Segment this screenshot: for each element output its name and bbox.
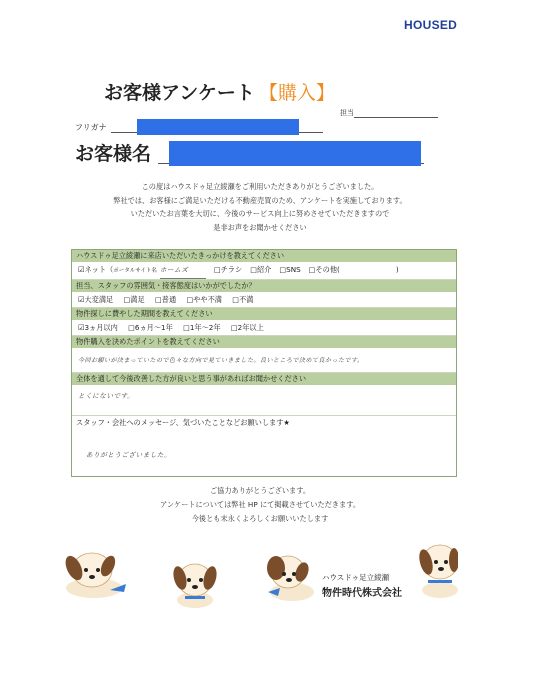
option-referral: □紹介 [250, 265, 272, 274]
page-title [104, 78, 335, 105]
intro-line: 是非お声をお聞かせください [213, 222, 307, 232]
option-very-satisfied: ☑大変満足 [78, 295, 114, 304]
portal-value: ホームズ [160, 263, 206, 279]
company-branch: ハウスドゥ足立綾瀬 [322, 573, 390, 582]
intro-line: いただいたお言葉を大切に、今後のサービス向上に努めさせていただきますので [130, 209, 390, 218]
handwritten-message: ありがとうございました。 [86, 451, 172, 459]
option-sns: □SNS [279, 265, 301, 274]
question-staff-attitude: 担当、スタッフの雰囲気・接客態度はいかがでしたか？ [72, 280, 456, 292]
question-improvement: 全体を通して今後改善した方が良いと思う事があればお聞かせください [72, 373, 456, 385]
answer-improvement [72, 385, 456, 416]
question-search-period: 物件探しに費やした期間を教えてください [72, 308, 456, 320]
answer-message [72, 430, 456, 461]
intro-text [60, 180, 460, 234]
option-other: □その他( [308, 265, 340, 274]
handwritten-improvement: とくにないです。 [78, 392, 135, 400]
intro-line: 弊社では、お客様にご満足いただける不動産売買のため、アンケートを実施しております。 [113, 195, 407, 205]
title-tag: 【購入】 [258, 82, 335, 104]
survey-form [71, 249, 457, 477]
portal-label: ポータルサイト名 [113, 268, 157, 274]
thanks-text [60, 484, 460, 526]
option-1-2-years: □1年～2年 [183, 323, 221, 332]
thanks-line: 今後とも末永くよろしくお願いいたします [191, 514, 329, 523]
thanks-line: ご協力ありがとうございます。 [209, 486, 311, 495]
option-normal: □普通 [154, 295, 177, 304]
option-somewhat-dissatisfied: □やや不満 [186, 295, 222, 304]
option-net: ☑ネット（ [78, 265, 114, 274]
option-over-2-years: □2年以上 [230, 323, 264, 332]
brand-logo: HOUSED [404, 18, 458, 32]
customer-name-label: お客様名 [75, 143, 152, 165]
thanks-line: アンケートについては弊社 HP にて掲載させていただきます。 [159, 500, 361, 509]
dog-mascot-icon [414, 538, 458, 600]
answer-visit-trigger [72, 262, 456, 280]
question-purchase-point: 物件購入を決めたポイントを教えてください [72, 336, 456, 348]
question-message: スタッフ・会社へのメッセージ、気づいたことなどお願いします★ [76, 418, 290, 427]
staff-line [354, 117, 438, 118]
title-text: お客様アンケート [104, 82, 255, 104]
option-6-months-1-year: □6ヵ月～1年 [128, 323, 173, 332]
intro-line: この度はハウスドゥ足立綾瀬をご利用いただきありがとうございました。 [141, 182, 379, 191]
company-name: 物件時代株式会社 [322, 588, 402, 599]
option-flyer: □チラシ [213, 265, 243, 274]
option-satisfied: □満足 [123, 295, 145, 304]
dog-mascot-icon [258, 548, 320, 604]
option-other-close: ) [395, 265, 399, 274]
customer-name-redaction [169, 141, 421, 166]
furigana-redaction [137, 119, 299, 135]
furigana-label: フリガナ [75, 123, 107, 132]
answer-search-period [72, 320, 456, 336]
option-within-3-months: ☑3ヵ月以内 [78, 323, 118, 332]
question-visit-trigger: ハウスドゥ足立綾瀬に来店いただいたきっかけを教えてください [72, 250, 456, 262]
staff-label: 担当 [340, 109, 354, 117]
handwritten-purchase-point: 今回お願いが決まっていたので色々な方向で見ていきました。良いところで決めて良かったです。 [78, 357, 364, 364]
dog-mascot-icon [50, 540, 130, 602]
message-section [72, 416, 456, 476]
answer-staff-attitude [72, 292, 456, 308]
dog-mascot-icon [166, 552, 224, 610]
answer-purchase-point [72, 348, 456, 373]
option-dissatisfied: □不満 [232, 295, 254, 304]
